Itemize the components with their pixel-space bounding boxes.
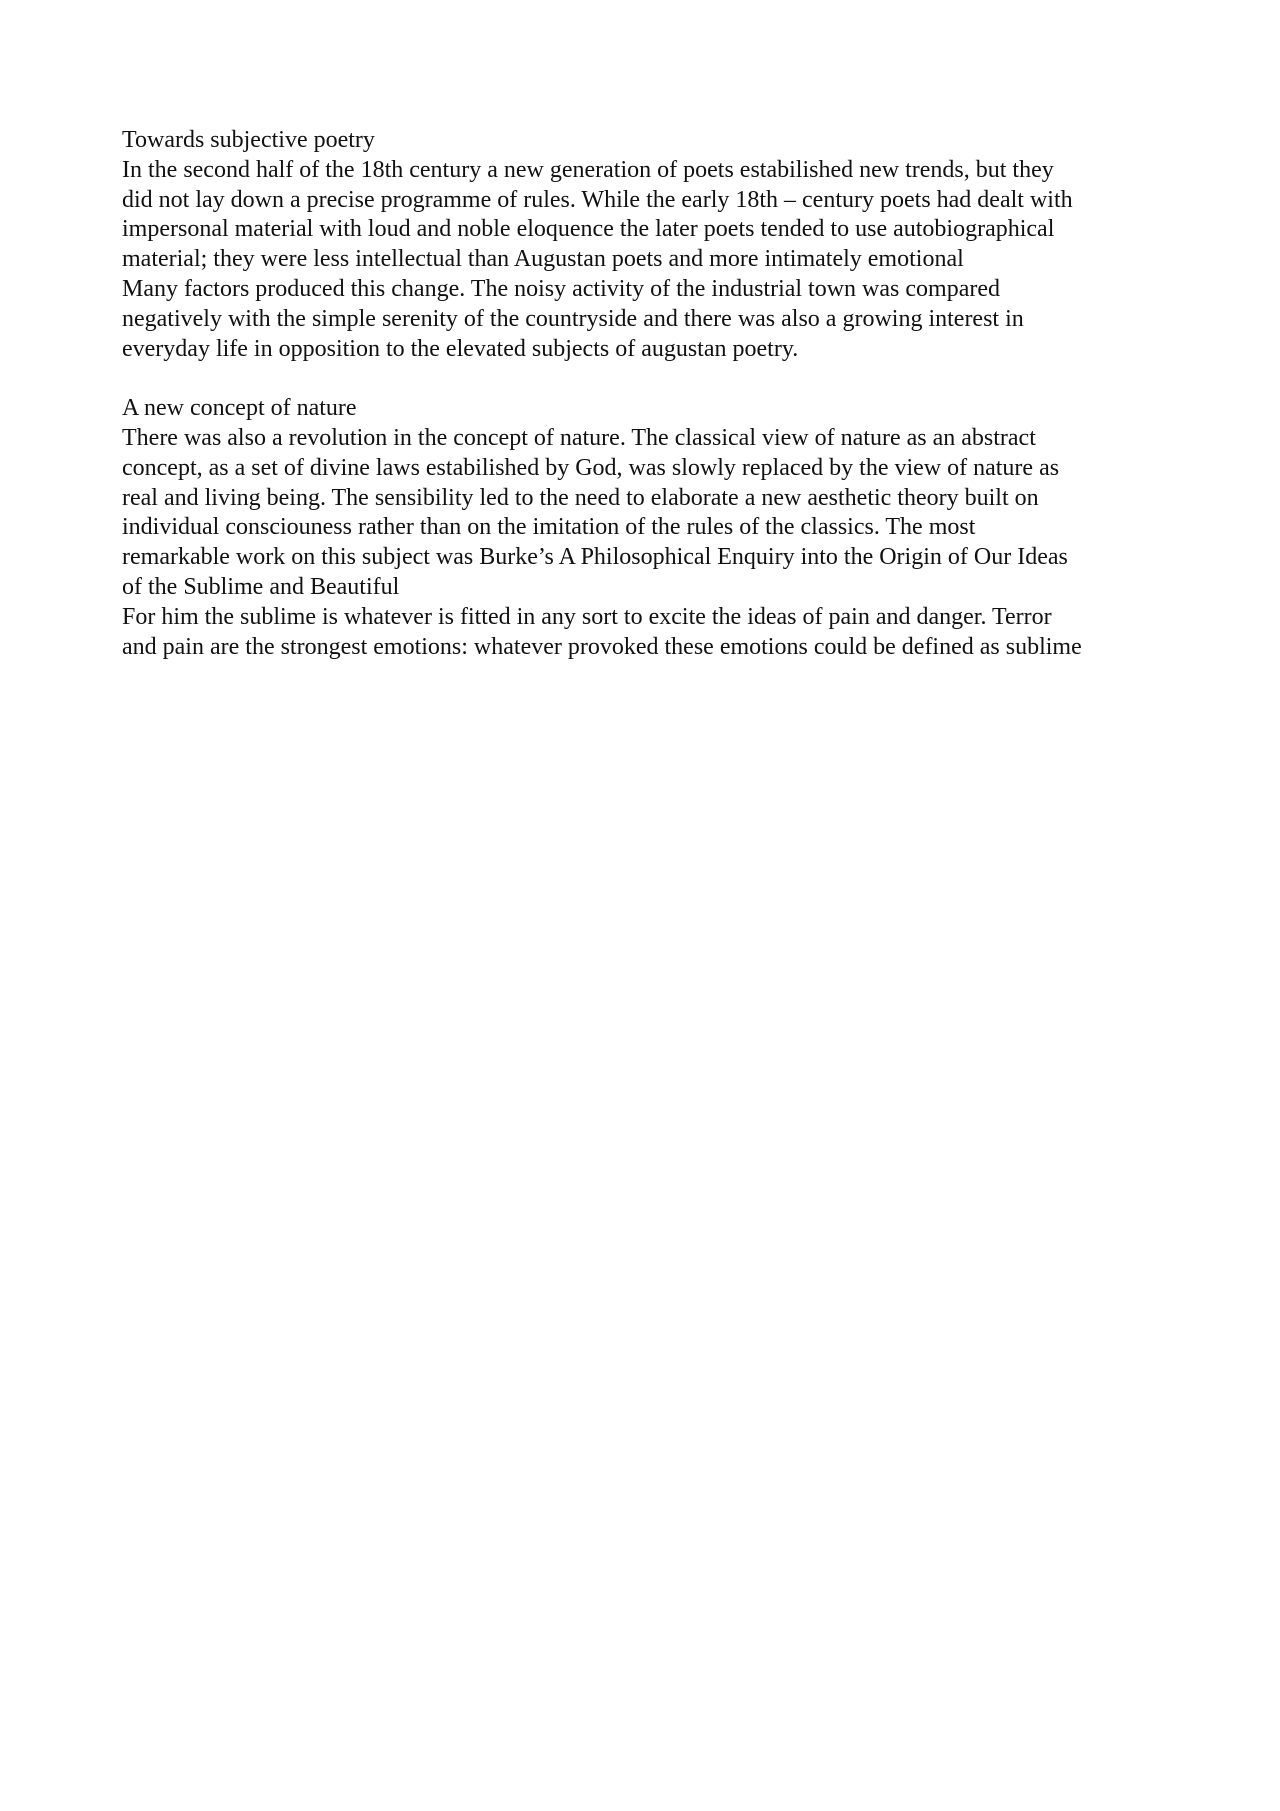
paragraph-line: of the Sublime and Beautiful [122,573,400,600]
paragraph-line: impersonal material with loud and noble eloquence the later poets tended to use autobiographical [122,216,1055,243]
paragraph-line: remarkable work on this subject was Burke’s A Philosophical Enquiry into the Origin of Our Ideas [122,544,1068,571]
paragraph-line: There was also a revolution in the concept of nature. The classical view of nature as an abstract [122,424,1036,451]
paragraph-line: and pain are the strongest emotions: whatever provoked these emotions could be defined as sublime [122,633,1082,660]
paragraph-line: negatively with the simple serenity of the countryside and there was also a growing interest in [122,305,1024,332]
paragraph-line: Many factors produced this change. The noisy activity of the industrial town was compared [122,275,1000,302]
section-heading-concept-of-nature: A new concept of nature [122,395,357,422]
paragraph-line: In the second half of the 18th century a new generation of poets estabilished new trends, but they [122,156,1054,183]
section-heading-subjective-poetry: Towards subjective poetry [122,127,375,153]
paragraph-spacer [122,364,1162,394]
paragraph-line: everyday life in opposition to the elevated subjects of augustan poetry. [122,335,799,362]
paragraph-line: material; they were less intellectual than Augustan poets and more intimately emotional [122,246,964,273]
paragraph-line: For him the sublime is whatever is fitted in any sort to excite the ideas of pain and danger. Terror [122,603,1052,630]
paragraph-line: did not lay down a precise programme of rules. While the early 18th – century poets had dealt with [122,186,1073,213]
paragraph-line: individual consciouness rather than on the imitation of the rules of the classics. The most [122,514,976,541]
paragraph-line: real and living being. The sensibility led to the need to elaborate a new aesthetic theory built on [122,484,1039,511]
document-body [122,126,1162,662]
paragraph-line: concept, as a set of divine laws estabilished by God, was slowly replaced by the view of nature as [122,454,1060,481]
